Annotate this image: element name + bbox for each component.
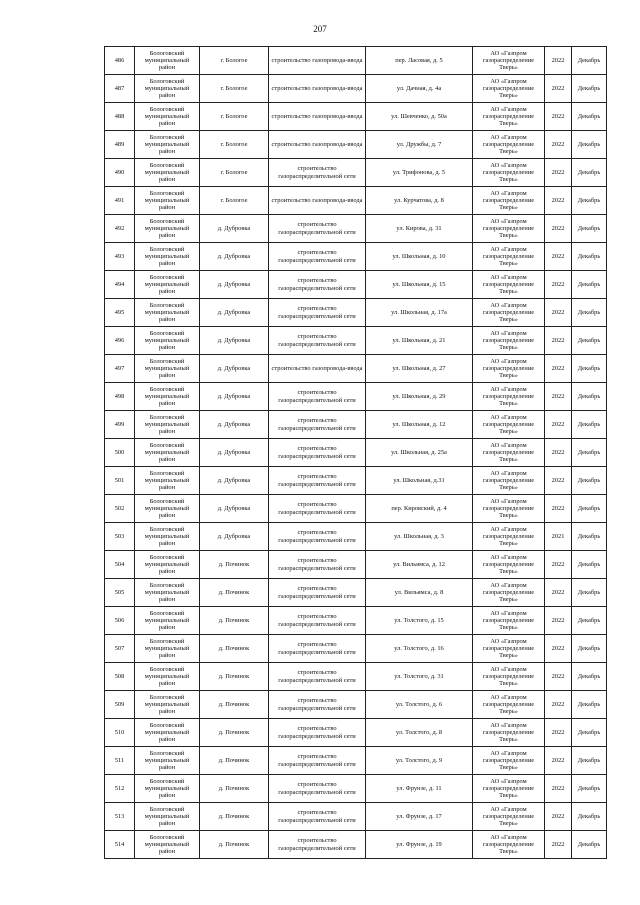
settlement-cell: д. Починок bbox=[200, 691, 269, 719]
organization-cell: АО «Газпром газораспределение Тверь» bbox=[473, 831, 545, 859]
row-number: 489 bbox=[105, 131, 135, 159]
work-type-cell: строительство газораспределительной сети bbox=[269, 327, 366, 355]
work-type-cell: строительство газораспределительной сети bbox=[269, 607, 366, 635]
work-type-cell: строительство газораспределительной сети bbox=[269, 439, 366, 467]
district-cell: Бологовский муниципальный район bbox=[135, 439, 200, 467]
settlement-cell: д. Починок bbox=[200, 663, 269, 691]
settlement-cell: д. Дубровка bbox=[200, 355, 269, 383]
settlement-cell: г. Бологое bbox=[200, 187, 269, 215]
district-cell: Бологовский муниципальный район bbox=[135, 635, 200, 663]
address-cell: ул. Школьная, д. 27 bbox=[366, 355, 473, 383]
month-cell: Декабрь bbox=[572, 579, 607, 607]
row-number: 491 bbox=[105, 187, 135, 215]
table-row bbox=[105, 663, 607, 691]
month-cell: Декабрь bbox=[572, 719, 607, 747]
address-cell: ул. Толстого, д. 31 bbox=[366, 663, 473, 691]
district-cell: Бологовский муниципальный район bbox=[135, 691, 200, 719]
year-cell: 2022 bbox=[545, 803, 572, 831]
table-row bbox=[105, 775, 607, 803]
work-type-cell: строительство газораспределительной сети bbox=[269, 803, 366, 831]
district-cell: Бологовский муниципальный район bbox=[135, 243, 200, 271]
organization-cell: АО «Газпром газораспределение Тверь» bbox=[473, 327, 545, 355]
month-cell: Декабрь bbox=[572, 103, 607, 131]
district-cell: Бологовский муниципальный район bbox=[135, 495, 200, 523]
organization-cell: АО «Газпром газораспределение Тверь» bbox=[473, 243, 545, 271]
row-number: 498 bbox=[105, 383, 135, 411]
work-type-cell: строительство газораспределительной сети bbox=[269, 663, 366, 691]
month-cell: Декабрь bbox=[572, 131, 607, 159]
address-cell: ул. Школьная, д. 3 bbox=[366, 523, 473, 551]
year-cell: 2022 bbox=[545, 327, 572, 355]
organization-cell: АО «Газпром газораспределение Тверь» bbox=[473, 75, 545, 103]
month-cell: Декабрь bbox=[572, 355, 607, 383]
table-row bbox=[105, 495, 607, 523]
month-cell: Декабрь bbox=[572, 383, 607, 411]
organization-cell: АО «Газпром газораспределение Тверь» bbox=[473, 355, 545, 383]
district-cell: Бологовский муниципальный район bbox=[135, 831, 200, 859]
district-cell: Бологовский муниципальный район bbox=[135, 747, 200, 775]
month-cell: Декабрь bbox=[572, 271, 607, 299]
work-type-cell: строительство газораспределительной сети bbox=[269, 635, 366, 663]
district-cell: Бологовский муниципальный район bbox=[135, 355, 200, 383]
district-cell: Бологовский муниципальный район bbox=[135, 47, 200, 75]
month-cell: Декабрь bbox=[572, 803, 607, 831]
month-cell: Декабрь bbox=[572, 607, 607, 635]
settlement-cell: г. Бологое bbox=[200, 103, 269, 131]
organization-cell: АО «Газпром газораспределение Тверь» bbox=[473, 775, 545, 803]
address-cell: ул. Школьная, д. 12 bbox=[366, 411, 473, 439]
table-body bbox=[105, 47, 607, 859]
address-cell: ул. Школьная, д.31 bbox=[366, 467, 473, 495]
year-cell: 2021 bbox=[545, 523, 572, 551]
month-cell: Декабрь bbox=[572, 775, 607, 803]
district-cell: Бологовский муниципальный район bbox=[135, 411, 200, 439]
organization-cell: АО «Газпром газораспределение Тверь» bbox=[473, 299, 545, 327]
row-number: 493 bbox=[105, 243, 135, 271]
row-number: 500 bbox=[105, 439, 135, 467]
table-row bbox=[105, 467, 607, 495]
table-row bbox=[105, 831, 607, 859]
row-number: 497 bbox=[105, 355, 135, 383]
table-row bbox=[105, 523, 607, 551]
organization-cell: АО «Газпром газораспределение Тверь» bbox=[473, 579, 545, 607]
row-number: 488 bbox=[105, 103, 135, 131]
organization-cell: АО «Газпром газораспределение Тверь» bbox=[473, 411, 545, 439]
organization-cell: АО «Газпром газораспределение Тверь» bbox=[473, 663, 545, 691]
row-number: 501 bbox=[105, 467, 135, 495]
work-type-cell: строительство газораспределительной сети bbox=[269, 243, 366, 271]
organization-cell: АО «Газпром газораспределение Тверь» bbox=[473, 523, 545, 551]
settlement-cell: д. Дубровка bbox=[200, 215, 269, 243]
month-cell: Декабрь bbox=[572, 187, 607, 215]
district-cell: Бологовский муниципальный район bbox=[135, 467, 200, 495]
work-type-cell: строительство газопровода-ввода bbox=[269, 103, 366, 131]
work-type-cell: строительство газораспределительной сети bbox=[269, 159, 366, 187]
organization-cell: АО «Газпром газораспределение Тверь» bbox=[473, 383, 545, 411]
organization-cell: АО «Газпром газораспределение Тверь» bbox=[473, 159, 545, 187]
work-type-cell: строительство газораспределительной сети bbox=[269, 551, 366, 579]
year-cell: 2022 bbox=[545, 159, 572, 187]
district-cell: Бологовский муниципальный район bbox=[135, 719, 200, 747]
settlement-cell: д. Починок bbox=[200, 635, 269, 663]
row-number: 506 bbox=[105, 607, 135, 635]
district-cell: Бологовский муниципальный район bbox=[135, 131, 200, 159]
settlement-cell: д. Починок bbox=[200, 831, 269, 859]
settlement-cell: д. Дубровка bbox=[200, 495, 269, 523]
organization-cell: АО «Газпром газораспределение Тверь» bbox=[473, 215, 545, 243]
organization-cell: АО «Газпром газораспределение Тверь» bbox=[473, 551, 545, 579]
row-number: 507 bbox=[105, 635, 135, 663]
settlement-cell: д. Починок bbox=[200, 551, 269, 579]
year-cell: 2022 bbox=[545, 579, 572, 607]
table-row bbox=[105, 187, 607, 215]
month-cell: Декабрь bbox=[572, 523, 607, 551]
district-cell: Бологовский муниципальный район bbox=[135, 187, 200, 215]
year-cell: 2022 bbox=[545, 439, 572, 467]
month-cell: Декабрь bbox=[572, 327, 607, 355]
year-cell: 2022 bbox=[545, 411, 572, 439]
work-type-cell: строительство газораспределительной сети bbox=[269, 523, 366, 551]
settlement-cell: д. Дубровка bbox=[200, 439, 269, 467]
year-cell: 2022 bbox=[545, 691, 572, 719]
organization-cell: АО «Газпром газораспределение Тверь» bbox=[473, 271, 545, 299]
settlement-cell: д. Дубровка bbox=[200, 523, 269, 551]
work-type-cell: строительство газораспределительной сети bbox=[269, 299, 366, 327]
work-type-cell: строительство газораспределительной сети bbox=[269, 719, 366, 747]
month-cell: Декабрь bbox=[572, 411, 607, 439]
organization-cell: АО «Газпром газораспределение Тверь» bbox=[473, 803, 545, 831]
table-row bbox=[105, 747, 607, 775]
month-cell: Декабрь bbox=[572, 467, 607, 495]
year-cell: 2022 bbox=[545, 775, 572, 803]
organization-cell: АО «Газпром газораспределение Тверь» bbox=[473, 607, 545, 635]
district-cell: Бологовский муниципальный район bbox=[135, 75, 200, 103]
district-cell: Бологовский муниципальный район bbox=[135, 215, 200, 243]
work-type-cell: строительство газораспределительной сети bbox=[269, 691, 366, 719]
work-type-cell: строительство газораспределительной сети bbox=[269, 495, 366, 523]
year-cell: 2022 bbox=[545, 607, 572, 635]
table-row bbox=[105, 635, 607, 663]
table-row bbox=[105, 75, 607, 103]
organization-cell: АО «Газпром газораспределение Тверь» bbox=[473, 691, 545, 719]
district-cell: Бологовский муниципальный район bbox=[135, 803, 200, 831]
month-cell: Декабрь bbox=[572, 635, 607, 663]
work-type-cell: строительство газопровода-ввода bbox=[269, 75, 366, 103]
settlement-cell: д. Дубровка bbox=[200, 467, 269, 495]
year-cell: 2022 bbox=[545, 271, 572, 299]
table-row bbox=[105, 803, 607, 831]
address-cell: ул. Школьная, д. 17а bbox=[366, 299, 473, 327]
work-type-cell: строительство газопровода-ввода bbox=[269, 187, 366, 215]
month-cell: Декабрь bbox=[572, 439, 607, 467]
table-row bbox=[105, 355, 607, 383]
row-number: 492 bbox=[105, 215, 135, 243]
year-cell: 2022 bbox=[545, 47, 572, 75]
settlement-cell: д. Дубровка bbox=[200, 243, 269, 271]
table-row bbox=[105, 271, 607, 299]
work-type-cell: строительство газораспределительной сети bbox=[269, 579, 366, 607]
year-cell: 2022 bbox=[545, 243, 572, 271]
settlement-cell: д. Починок bbox=[200, 747, 269, 775]
work-type-cell: строительство газопровода-ввода bbox=[269, 47, 366, 75]
year-cell: 2022 bbox=[545, 383, 572, 411]
address-cell: ул. Вильямса, д. 12 bbox=[366, 551, 473, 579]
organization-cell: АО «Газпром газораспределение Тверь» bbox=[473, 47, 545, 75]
row-number: 495 bbox=[105, 299, 135, 327]
month-cell: Декабрь bbox=[572, 551, 607, 579]
row-number: 514 bbox=[105, 831, 135, 859]
settlement-cell: г. Бологое bbox=[200, 159, 269, 187]
settlement-cell: д. Дубровка bbox=[200, 383, 269, 411]
district-cell: Бологовский муниципальный район bbox=[135, 103, 200, 131]
address-cell: ул. Дачная, д. 4а bbox=[366, 75, 473, 103]
year-cell: 2022 bbox=[545, 103, 572, 131]
year-cell: 2022 bbox=[545, 215, 572, 243]
year-cell: 2022 bbox=[545, 299, 572, 327]
organization-cell: АО «Газпром газораспределение Тверь» bbox=[473, 439, 545, 467]
row-number: 508 bbox=[105, 663, 135, 691]
settlement-cell: д. Дубровка bbox=[200, 411, 269, 439]
address-cell: ул. Толстого, д. 9 bbox=[366, 747, 473, 775]
table-row bbox=[105, 607, 607, 635]
month-cell: Декабрь bbox=[572, 299, 607, 327]
address-cell: ул. Толстого, д. 16 bbox=[366, 635, 473, 663]
year-cell: 2022 bbox=[545, 635, 572, 663]
organization-cell: АО «Газпром газораспределение Тверь» bbox=[473, 103, 545, 131]
row-number: 499 bbox=[105, 411, 135, 439]
year-cell: 2022 bbox=[545, 551, 572, 579]
month-cell: Декабрь bbox=[572, 747, 607, 775]
row-number: 487 bbox=[105, 75, 135, 103]
address-cell: ул. Дружбы, д. 7 bbox=[366, 131, 473, 159]
table-row bbox=[105, 47, 607, 75]
organization-cell: АО «Газпром газораспределение Тверь» bbox=[473, 467, 545, 495]
table-row bbox=[105, 551, 607, 579]
year-cell: 2022 bbox=[545, 747, 572, 775]
month-cell: Декабрь bbox=[572, 495, 607, 523]
district-cell: Бологовский муниципальный район bbox=[135, 663, 200, 691]
organization-cell: АО «Газпром газораспределение Тверь» bbox=[473, 131, 545, 159]
row-number: 509 bbox=[105, 691, 135, 719]
register-table bbox=[104, 46, 607, 859]
organization-cell: АО «Газпром газораспределение Тверь» bbox=[473, 635, 545, 663]
row-number: 496 bbox=[105, 327, 135, 355]
organization-cell: АО «Газпром газораспределение Тверь» bbox=[473, 187, 545, 215]
organization-cell: АО «Газпром газораспределение Тверь» bbox=[473, 719, 545, 747]
work-type-cell: строительство газораспределительной сети bbox=[269, 271, 366, 299]
address-cell: ул. Фрунзе, д. 19 bbox=[366, 831, 473, 859]
settlement-cell: д. Дубровка bbox=[200, 299, 269, 327]
row-number: 504 bbox=[105, 551, 135, 579]
month-cell: Декабрь bbox=[572, 215, 607, 243]
address-cell: ул. Толстого, д. 8 bbox=[366, 719, 473, 747]
settlement-cell: д. Починок bbox=[200, 607, 269, 635]
year-cell: 2022 bbox=[545, 75, 572, 103]
work-type-cell: строительство газораспределительной сети bbox=[269, 831, 366, 859]
row-number: 502 bbox=[105, 495, 135, 523]
district-cell: Бологовский муниципальный район bbox=[135, 383, 200, 411]
row-number: 494 bbox=[105, 271, 135, 299]
address-cell: ул. Толстого, д. 15 bbox=[366, 607, 473, 635]
row-number: 513 bbox=[105, 803, 135, 831]
month-cell: Декабрь bbox=[572, 75, 607, 103]
work-type-cell: строительство газораспределительной сети bbox=[269, 383, 366, 411]
address-cell: ул. Школьная, д. 21 bbox=[366, 327, 473, 355]
row-number: 486 bbox=[105, 47, 135, 75]
settlement-cell: д. Починок bbox=[200, 579, 269, 607]
address-cell: пер. Кировский, д. 4 bbox=[366, 495, 473, 523]
year-cell: 2022 bbox=[545, 831, 572, 859]
work-type-cell: строительство газораспределительной сети bbox=[269, 775, 366, 803]
address-cell: ул. Курчатова, д. 8 bbox=[366, 187, 473, 215]
address-cell: ул. Трифонова, д. 5 bbox=[366, 159, 473, 187]
table-row bbox=[105, 103, 607, 131]
district-cell: Бологовский муниципальный район bbox=[135, 579, 200, 607]
district-cell: Бологовский муниципальный район bbox=[135, 523, 200, 551]
row-number: 512 bbox=[105, 775, 135, 803]
work-type-cell: строительство газораспределительной сети bbox=[269, 747, 366, 775]
district-cell: Бологовский муниципальный район bbox=[135, 159, 200, 187]
row-number: 505 bbox=[105, 579, 135, 607]
address-cell: ул. Шевченко, д. 50а bbox=[366, 103, 473, 131]
district-cell: Бологовский муниципальный район bbox=[135, 299, 200, 327]
address-cell: ул. Толстого, д. 6 bbox=[366, 691, 473, 719]
table-row bbox=[105, 215, 607, 243]
year-cell: 2022 bbox=[545, 467, 572, 495]
year-cell: 2022 bbox=[545, 131, 572, 159]
month-cell: Декабрь bbox=[572, 831, 607, 859]
district-cell: Бологовский муниципальный район bbox=[135, 607, 200, 635]
address-cell: ул. Школьная, д. 25а bbox=[366, 439, 473, 467]
table-row bbox=[105, 159, 607, 187]
row-number: 503 bbox=[105, 523, 135, 551]
year-cell: 2022 bbox=[545, 495, 572, 523]
work-type-cell: строительство газопровода-ввода bbox=[269, 355, 366, 383]
month-cell: Декабрь bbox=[572, 663, 607, 691]
table-row bbox=[105, 579, 607, 607]
settlement-cell: д. Починок bbox=[200, 775, 269, 803]
address-cell: ул. Школьная, д. 29 bbox=[366, 383, 473, 411]
address-cell: ул. Фрунзе, д. 17 bbox=[366, 803, 473, 831]
organization-cell: АО «Газпром газораспределение Тверь» bbox=[473, 747, 545, 775]
row-number: 490 bbox=[105, 159, 135, 187]
district-cell: Бологовский муниципальный район bbox=[135, 327, 200, 355]
year-cell: 2022 bbox=[545, 719, 572, 747]
settlement-cell: г. Бологое bbox=[200, 47, 269, 75]
address-cell: ул. Кирова, д. 31 bbox=[366, 215, 473, 243]
table-row bbox=[105, 439, 607, 467]
address-cell: ул. Фрунзе, д. 11 bbox=[366, 775, 473, 803]
month-cell: Декабрь bbox=[572, 243, 607, 271]
table-row bbox=[105, 691, 607, 719]
table-row bbox=[105, 719, 607, 747]
work-type-cell: строительство газопровода-ввода bbox=[269, 131, 366, 159]
settlement-cell: д. Дубровка bbox=[200, 271, 269, 299]
month-cell: Декабрь bbox=[572, 159, 607, 187]
organization-cell: АО «Газпром газораспределение Тверь» bbox=[473, 495, 545, 523]
work-type-cell: строительство газораспределительной сети bbox=[269, 411, 366, 439]
year-cell: 2022 bbox=[545, 663, 572, 691]
work-type-cell: строительство газораспределительной сети bbox=[269, 467, 366, 495]
address-cell: ул. Школьная, д. 15 bbox=[366, 271, 473, 299]
table-row bbox=[105, 131, 607, 159]
address-cell: пер. Ласовая, д. 5 bbox=[366, 47, 473, 75]
settlement-cell: д. Починок bbox=[200, 803, 269, 831]
row-number: 510 bbox=[105, 719, 135, 747]
settlement-cell: г. Бологое bbox=[200, 75, 269, 103]
address-cell: ул. Школьная, д. 10 bbox=[366, 243, 473, 271]
settlement-cell: г. Бологое bbox=[200, 131, 269, 159]
month-cell: Декабрь bbox=[572, 47, 607, 75]
address-cell: ул. Вильямса, д. 8 bbox=[366, 579, 473, 607]
district-cell: Бологовский муниципальный район bbox=[135, 271, 200, 299]
settlement-cell: д. Дубровка bbox=[200, 327, 269, 355]
table-row bbox=[105, 299, 607, 327]
work-type-cell: строительство газораспределительной сети bbox=[269, 215, 366, 243]
table-row bbox=[105, 243, 607, 271]
year-cell: 2022 bbox=[545, 187, 572, 215]
row-number: 511 bbox=[105, 747, 135, 775]
year-cell: 2022 bbox=[545, 355, 572, 383]
month-cell: Декабрь bbox=[572, 691, 607, 719]
table-row bbox=[105, 327, 607, 355]
table-row bbox=[105, 411, 607, 439]
district-cell: Бологовский муниципальный район bbox=[135, 551, 200, 579]
settlement-cell: д. Починок bbox=[200, 719, 269, 747]
table-row bbox=[105, 383, 607, 411]
district-cell: Бологовский муниципальный район bbox=[135, 775, 200, 803]
page-number: 207 bbox=[313, 24, 327, 34]
